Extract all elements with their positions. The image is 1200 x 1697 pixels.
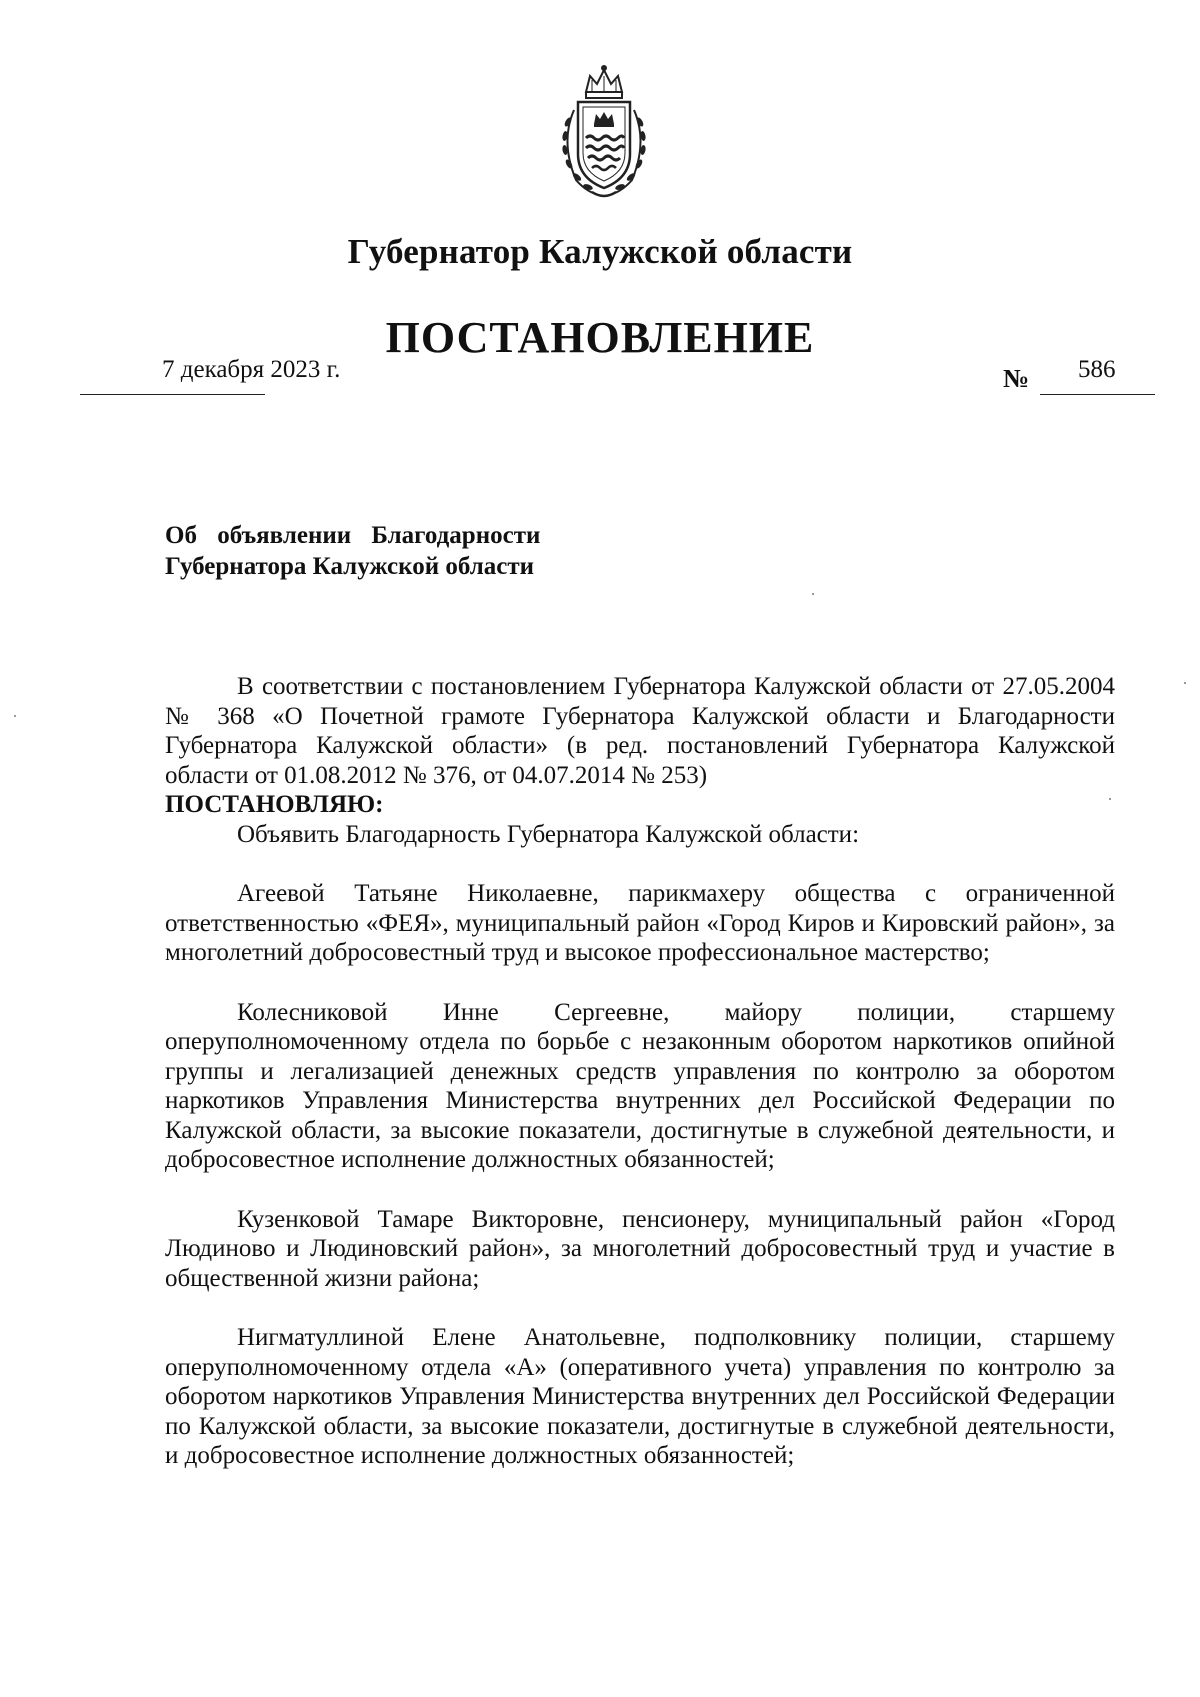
kaluga-coat-of-arms-icon	[548, 62, 660, 202]
awardee-paragraph: Колесниковой Инне Сергеевне, майору полиции, старшему оперуполномоченному отдела по борьбе с незаконным оборотом наркотиков опийной группы и легализацией денежных средств управления по контролю за оборотом наркотиков Управления Министерства внутренних дел Российской Федерации по Калужской области, за высокие показатели, достигнутые в служебной деятельности, и добросовестное исполнение должностных обязанностей;	[165, 998, 1115, 1173]
awardee-paragraph: Агеевой Татьяне Николаевне, парикмахеру общества с ограниченной ответственностью «ФЕЯ», муниципальный район «Город Киров и Кировский район», за многолетний добросовестный труд и высокое профессиональное мастерство;	[165, 880, 1115, 966]
awardee-paragraph: Нигматуллиной Елене Анатольевне, подполковнику полиции, старшему оперуполномоченному отдела «А» (оперативного учета) управления по контролю за оборотом наркотиков Управления Министерства внутренних дел Российской Федерации по Калужской области, за высокие показатели, достигнутые в служебной деятельности, и добросовестное исполнение должностных обязанностей;	[165, 1324, 1115, 1469]
scan-speck	[1109, 798, 1111, 800]
scan-speck	[14, 715, 16, 717]
subject-line-1: Об объявлении Благодарности	[165, 522, 541, 549]
scan-speck	[812, 593, 814, 595]
document-number: 586	[1078, 356, 1116, 383]
number-field	[1040, 356, 1155, 395]
document-body	[165, 672, 1115, 1471]
awardee-paragraph: Кузенковой Тамаре Викторовне, пенсионеру, муниципальный район «Город Людиново и Людиновский район», за многолетний добросовестный труд и участие в общественной жизни района;	[165, 1205, 1115, 1292]
subject-line-2: Губернатора Калужской области	[165, 553, 535, 580]
date-field	[80, 356, 341, 395]
scan-speck	[1184, 682, 1186, 684]
preamble-text: В соответствии с постановлением Губернатора Калужской области от 27.05.2004 № 368 «О Почетной грамоте Губернатора Калужской области и Благодарности Губернатора Калужской области» (в ред. постановлений Губернатора Калужской области от 01.08.2012 № 376, от 04.07.2014 № 253)	[165, 673, 1115, 789]
document-type-title: ПОСТАНОВЛЕНИЕ	[385, 313, 815, 362]
decree-word: ПОСТАНОВЛЯЮ:	[165, 791, 384, 818]
document-date: 7 декабря 2023 г.	[162, 356, 341, 383]
document-subject	[165, 520, 540, 582]
number-label: №	[1003, 364, 1030, 393]
announce-paragraph: Объявить Благодарность Губернатора Калужской области:	[237, 820, 860, 848]
preamble-paragraph	[165, 672, 1115, 820]
issuing-authority: Губернатор Калужской области	[347, 232, 853, 271]
